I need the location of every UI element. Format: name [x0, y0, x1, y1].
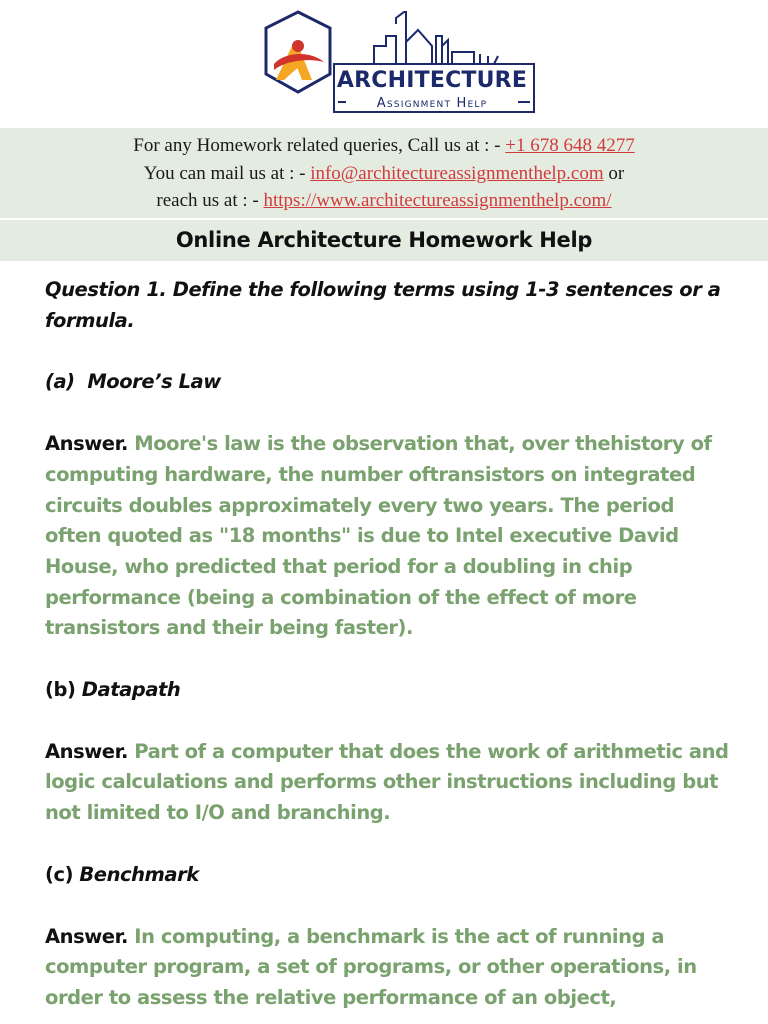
answer-label: Answer.	[45, 739, 128, 763]
answer-text: Part of a computer that does the work of arithmetic and logic calculations and performs other instructions including but not limited to I/O and branching.	[45, 739, 729, 825]
title-band	[0, 220, 768, 261]
email-link[interactable]: info@architectureassignmenthelp.com	[310, 163, 604, 184]
part-b-heading	[45, 675, 735, 706]
contact-email-line	[0, 162, 768, 186]
website-link[interactable]: https://www.architectureassignmenthelp.com/	[263, 190, 612, 211]
part-c-term: Benchmark	[79, 862, 199, 886]
email-prefix: You can mail us at : -	[143, 163, 311, 184]
phone-prefix: For any Homework related queries, Call us at : -	[133, 135, 506, 156]
email-suffix: or	[603, 163, 625, 184]
answer-label: Answer.	[45, 432, 128, 456]
logo-subtitle: Assignment Help	[346, 96, 518, 111]
part-c-label: (c)	[45, 862, 74, 886]
answer-text: In computing, a benchmark is the act of running a computer program, a set of programs, or other operations, in order to assess the relative performance of an object,	[45, 924, 697, 1009]
part-c-heading	[45, 860, 735, 891]
part-a-label: (a)	[45, 370, 75, 394]
part-a-answer	[45, 429, 735, 644]
question-text: Question 1. Define the following terms using 1-3 sentences or a formula.	[45, 278, 721, 332]
answer-label: Answer.	[45, 924, 128, 948]
logo-title: ARCHITECTURE	[336, 68, 528, 93]
part-b-answer	[45, 737, 735, 829]
part-c-answer	[45, 922, 735, 1014]
website-prefix: reach us at : -	[156, 190, 264, 211]
part-b-term: Datapath	[81, 678, 181, 702]
logo-header	[0, 0, 768, 128]
page-title: Online Architecture Homework Help	[175, 228, 593, 252]
part-a-heading	[45, 367, 735, 398]
contact-phone-line	[0, 134, 768, 158]
part-b-label: (b)	[45, 678, 76, 702]
answer-text: Moore's law is the observation that, over thehistory of computing hardware, the number oftransistors on integrated circuits doubles approximately every two years. The period often quoted as "18 months" is due to Intel executive David House, who predicted that period for a doubling in chip performance (being a combination of the effect of more transistors and their being faster).	[45, 432, 712, 640]
document-body	[45, 275, 735, 1024]
contact-website-line	[0, 189, 768, 213]
contact-band	[0, 128, 768, 218]
part-a-term: Moore’s Law	[87, 370, 221, 394]
phone-link[interactable]: +1 678 648 4277	[505, 135, 635, 156]
